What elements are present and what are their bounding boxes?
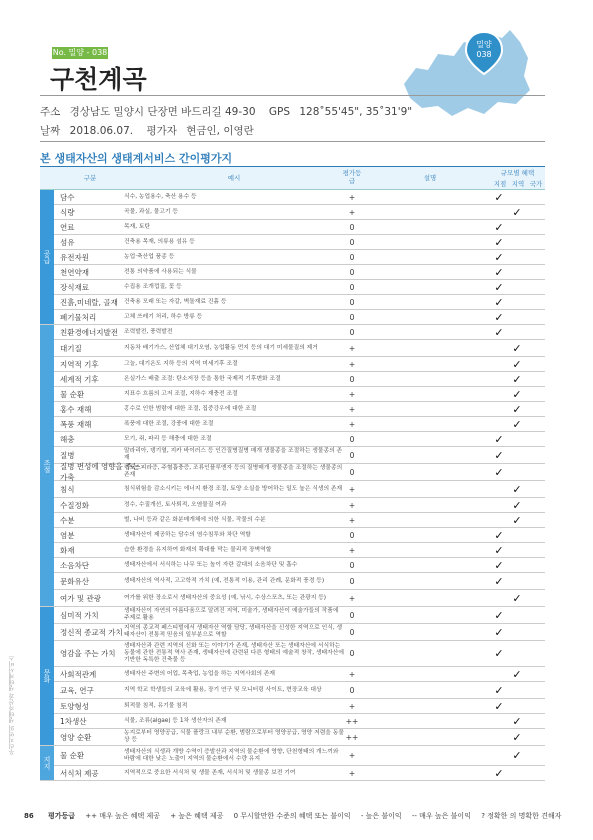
grade-value: + [348, 751, 356, 760]
service-item: 해충 [60, 434, 75, 444]
service-example: 홍수로 인한 범람에 대한 조절, 집중강우에 대한 조절 [124, 405, 257, 412]
service-example: 침식위험을 감소시키는 에너지 환경 조절, 토양 소실을 방어하는 일도 높은 식생의 존재 [124, 485, 343, 492]
table-row [40, 265, 545, 280]
service-example: 그늘, 대기온도 지하 등의 지역 미세기후 조절 [124, 360, 238, 367]
page-title: 구천계곡 [50, 65, 147, 94]
check-icon: ✓ [494, 235, 504, 249]
check-icon: ✓ [494, 265, 504, 279]
divider [40, 141, 545, 142]
table-row [40, 699, 545, 714]
tag-box: No. 밀양 - 038 [52, 48, 108, 57]
footer [24, 811, 569, 821]
service-example: 건축용 모래 또는 자갈, 벽돌재료 진흙 등 [124, 298, 227, 305]
service-example: 여가를 위한 장소로서 생태자산의 중요성 (예, 낚시, 수상스포츠, 또는 관광지 등) [124, 594, 327, 601]
grade-value: + [348, 192, 356, 202]
service-example: 식물, 조류(algae) 등 1차 생산자의 존재 [124, 717, 227, 724]
service-item: 폐기물처리 [60, 312, 97, 322]
grade-value: 0 [349, 312, 355, 322]
legend-item: ++ 매우 높은 혜택 제공 [85, 812, 161, 820]
service-item: 폭풍 재해 [60, 419, 92, 429]
check-icon: ✓ [512, 591, 522, 605]
check-icon: ✓ [494, 250, 504, 264]
service-example: 생태자산 주변의 어업, 목축업, 농업을 하는 지역사회의 존재 [124, 670, 275, 677]
table-row [40, 325, 545, 340]
service-item: 식량 [60, 207, 75, 217]
group-label: 문화 [40, 607, 54, 745]
group-label: 지지 [40, 746, 54, 780]
service-example: 생태자산이 제공하는 담수의 염수침투와 차단 역할 [124, 531, 251, 538]
service-example: 지역적으로 중요한 서식처 및 생물 존재, 서식처 및 생물종 보전 기여 [124, 769, 296, 776]
check-icon: ✓ [494, 699, 504, 713]
table-row [40, 498, 545, 513]
evaluation-table [40, 166, 545, 781]
grade-value: 0 [349, 282, 355, 292]
grade-value: + [348, 545, 356, 555]
service-item: 천연약재 [60, 267, 89, 277]
service-item: 교육, 연구 [60, 685, 94, 695]
grade-value: + [348, 419, 356, 429]
service-example: 온실가스 배출 조절: 탄소저장 등을 통한 국제적 기후변화 조절 [124, 375, 281, 382]
service-item: 홍수 재해 [60, 404, 92, 414]
grade-value: 0 [349, 327, 355, 337]
gps-value: 128˚55'45", 35˚31'9" [299, 106, 413, 118]
grade-value: 0 [349, 297, 355, 307]
check-icon: ✓ [512, 372, 522, 386]
col-group: 구분 [83, 174, 97, 182]
check-icon: ✓ [494, 647, 504, 660]
table-row [40, 235, 545, 250]
check-icon: ✓ [494, 220, 504, 234]
service-example: 목재, 토탄 [124, 223, 151, 230]
table-row [40, 682, 545, 699]
grade-value: 0 [349, 560, 355, 570]
grade-value: + [348, 500, 356, 510]
table-row [40, 481, 545, 498]
grade-value: 0 [349, 267, 355, 277]
service-example: 농업·축산업 품종 등 [124, 253, 175, 260]
table-row [40, 190, 545, 205]
evaluator-label: 평가자 [146, 125, 177, 137]
check-icon: ✓ [494, 448, 504, 462]
grade-value: + [348, 669, 356, 679]
service-item: 연료 [60, 222, 75, 232]
service-example: 지역 학교 학생들의 교육에 활용, 장기 연구 및 모니터링 사이트, 현장교육 대상 [124, 686, 322, 693]
service-item: 정신적 종교적 가치 [60, 627, 123, 637]
legend-item: - 높은 불이익 [360, 812, 402, 820]
grade-value: ++ [345, 716, 359, 726]
service-item: 화재 [60, 545, 75, 555]
service-example: 식수, 농업용수, 축산 용수 등 [124, 193, 197, 200]
grade-value: + [348, 207, 356, 217]
grade-value: 0 [349, 252, 355, 262]
table-row [40, 513, 545, 528]
table-row [40, 417, 545, 432]
service-example: 지표수 흐름의 고저 조절, 지하수 재충전 조절 [124, 390, 238, 397]
service-example: 모기, 쥐, 파리 등 해충에 대한 조절 [124, 435, 212, 442]
grade-value: + [348, 701, 356, 711]
grade-value: + [348, 515, 356, 525]
grade-value: + [348, 359, 356, 369]
service-item: 서식처 제공 [60, 768, 99, 778]
check-icon: ✓ [494, 190, 504, 204]
service-item: 수분 [60, 515, 75, 525]
check-icon: ✓ [494, 310, 504, 324]
service-item: 섬유 [60, 237, 75, 247]
table-row [40, 432, 545, 447]
table-row [40, 250, 545, 265]
table-row [40, 729, 545, 746]
service-example: 농지로부터 영양공급, 식물 플랑크 내부 순환, 범람으로부터 영양공급, 영양 저렴을 동물상 등 [124, 730, 344, 743]
address-label: 주소 [40, 106, 61, 118]
service-item: 질병 번성에 영향을 주는 가축 [60, 462, 140, 482]
check-icon: ✓ [512, 417, 522, 431]
check-icon: ✓ [512, 387, 522, 401]
col-scale-nation: 국가 [529, 180, 543, 188]
pin-label [464, 40, 504, 60]
check-icon: ✓ [512, 513, 522, 527]
service-example: 생태자산의 식생과 개방 수역이 증발산과 지역의 물순환에 영향, 단천형태의 개느끼와 바람에 대한 낮은 노출이 지역의 물순환에서 수량 유지 [124, 748, 339, 762]
grade-value: 0 [349, 685, 355, 695]
service-item: 영감을 주는 가치 [60, 649, 116, 658]
check-icon: ✓ [494, 766, 504, 780]
service-example: 퇴적물 침적, 유기물 침적 [124, 702, 188, 709]
check-icon: ✓ [494, 683, 504, 697]
service-example: 생태자산과 관련 지역의 신화 또는 이야기가 존재, 생태자산 또는 생태자산에 서식하는 동물에 관한 전통적 역사 존재, 생태자산에 관련된 다른 형태의 예술적 창작, 생태자산에 기반한 독특한 건축물 등 [124, 643, 344, 663]
service-example: 생태자산에서 서식하는 나무 또는 높이 자란 갈대의 소음차단 및 흡수 [124, 561, 298, 568]
service-item: 친환경에너지발전 [60, 327, 118, 337]
col-scale: 규모별 혜택 [500, 169, 535, 177]
service-example: 폭풍에 대한 조절, 강풍에 대한 조절 [124, 420, 214, 427]
service-item: 세계적 기후 [60, 374, 99, 384]
service-item: 사회적관계 [60, 669, 97, 679]
service-example: 곡물, 과실, 물고기 등 [124, 208, 179, 215]
table-row [40, 528, 545, 543]
service-example: 습한 환경을 유지하여 화재의 확대를 막는 물리적 장벽역할 [124, 546, 272, 553]
service-item: 유전자원 [60, 252, 89, 262]
check-icon: ✓ [494, 465, 504, 479]
service-item: 토양형성 [60, 701, 89, 711]
grade-value: 0 [349, 450, 355, 460]
col-scale-site: 지점 [493, 180, 507, 188]
grade-value: 0 [349, 467, 355, 477]
table-row [40, 667, 545, 682]
grade-value: ++ [345, 732, 359, 742]
check-icon: ✓ [512, 402, 522, 416]
grade-value: + [348, 593, 356, 603]
table-row [40, 464, 545, 481]
check-icon: ✓ [512, 714, 522, 728]
address-line [40, 104, 418, 119]
col-grade: 평가등급 [342, 169, 362, 185]
page-number: 86 [24, 812, 34, 820]
service-example: 조력발전, 풍력발전 [124, 328, 173, 335]
table-row [40, 402, 545, 417]
service-example: 말라리아, 댕기열, 지카 바이러스 등 인간질병질병 매개 생물종을 조절하는 생물종의 존재 [124, 448, 343, 461]
service-item: 소음차단 [60, 560, 89, 570]
check-icon: ✓ [494, 558, 504, 572]
pin-line-2: 038 [476, 50, 492, 59]
table-row [40, 372, 545, 387]
side-caption: 우리지역의 생태자산과 생태계서비스 [9, 655, 16, 755]
service-example: 건축용 목재, 의류용 섬유 등 [124, 238, 195, 245]
table-header [40, 166, 545, 190]
table-row [40, 714, 545, 729]
service-item: 침식 [60, 484, 75, 494]
check-icon: ✓ [494, 625, 504, 639]
check-icon: ✓ [512, 482, 522, 496]
table-row [40, 766, 545, 781]
check-icon: ✓ [512, 498, 522, 512]
service-item: 물 순환 [60, 751, 85, 760]
grade-value: 0 [349, 576, 355, 586]
table-body [40, 190, 545, 781]
date-value: 2018.06.07. [69, 125, 134, 137]
table-row [40, 746, 545, 766]
table-row [40, 641, 545, 667]
col-desc: 설명 [423, 174, 437, 182]
service-item: 지역적 기후 [60, 359, 99, 369]
grade-value: 0 [349, 237, 355, 247]
col-scale-region: 지역 [511, 180, 525, 188]
grade-value: 0 [349, 434, 355, 444]
check-icon: ✓ [494, 280, 504, 294]
table-row [40, 573, 545, 590]
service-item: 1차생산 [60, 716, 87, 726]
service-example: 고체 쓰레기 처리, 하수 방류 등 [124, 313, 203, 320]
gps-label: GPS [268, 106, 290, 118]
service-example: 정수, 수질개선, 토사퇴적, 오염물질 여과 [124, 501, 227, 508]
table-row [40, 590, 545, 607]
service-example: 렙토스피라증, 주혈흡충증, 조류인플루엔자 등의 질병매개 생물종을 조절하는 생물종의 존재 [124, 465, 343, 478]
check-icon: ✓ [494, 528, 504, 542]
service-item: 담수 [60, 192, 75, 202]
service-item: 대기질 [60, 343, 82, 353]
check-icon: ✓ [494, 432, 504, 446]
grade-value: + [348, 404, 356, 414]
service-item: 여가 및 관광 [60, 593, 101, 603]
service-example: 생태자산이 자연의 아름다움으로 알려진 지역, 미술가, 생태자산이 예술가들의 작품에 주제로 활용 [124, 608, 339, 621]
legend-item: + 높은 혜택 제공 [170, 812, 224, 820]
check-icon: ✓ [512, 730, 522, 744]
service-item: 수질정화 [60, 500, 89, 510]
pin-line-1: 밀양 [476, 40, 492, 49]
service-example: 생태자산의 역사적, 고고학적 가치 (예, 전통적 이용, 관리 관례, 문화적 풍경 등) [124, 577, 325, 584]
evaluator-value: 현금인, 이영란 [186, 125, 254, 137]
address-value: 경상남도 밀양시 단장면 바드리길 49-30 [69, 106, 256, 118]
service-item: 질병 [60, 450, 75, 460]
grade-value: + [348, 343, 356, 353]
date-label: 날짜 [40, 125, 61, 137]
service-example: 벌, 나비 등과 같은 화분매개체에 의한 식물, 작물의 수분 [124, 516, 266, 523]
service-item: 장식재료 [60, 282, 89, 292]
service-example: 지동차 배기가스, 산업체 대기오염, 농업활동 먼지 등의 대기 미세물질의 제거 [124, 344, 318, 351]
group-label: 공급 [40, 190, 54, 324]
grade-value: 0 [349, 374, 355, 384]
grade-value: 0 [349, 222, 355, 232]
table-row [40, 558, 545, 573]
service-item: 문화유산 [60, 576, 89, 586]
grade-value: 0 [349, 649, 355, 658]
check-icon: ✓ [512, 341, 522, 355]
table-row [40, 280, 545, 295]
table-row [40, 295, 545, 310]
table-row [40, 220, 545, 235]
legend-label: 평가등급 [47, 812, 76, 820]
legend-item: -- 매우 높은 불이익 [411, 812, 471, 820]
table-row [40, 624, 545, 641]
check-icon: ✓ [494, 574, 504, 588]
grade-value: 0 [349, 530, 355, 540]
service-item: 염분 [60, 530, 75, 540]
service-example: 전통 의약품에 사용되는 식물 [124, 268, 197, 275]
check-icon: ✓ [494, 325, 504, 339]
table-row [40, 543, 545, 558]
group-label: 조절 [40, 325, 54, 606]
table-row [40, 340, 545, 357]
table-row [40, 357, 545, 372]
date-line [40, 123, 260, 138]
table-row [40, 205, 545, 220]
check-icon: ✓ [512, 667, 522, 681]
table-row [40, 310, 545, 325]
divider [40, 95, 545, 96]
service-item: 심미적 가치 [60, 610, 99, 620]
check-icon: ✓ [512, 357, 522, 371]
grade-value: + [348, 768, 356, 778]
grade-value: + [348, 389, 356, 399]
check-icon: ✓ [494, 543, 504, 557]
check-icon: ✓ [494, 608, 504, 622]
service-item: 영양 순환 [60, 732, 92, 742]
service-example: 지역의 종교적 페스티벌에서 생태자산 역할 담당, 생태자산을 신성한 지역으로 인식, 생태자산이 전통적 믿음의 일부분으로 역할 [124, 625, 343, 638]
service-item: 물 순환 [60, 389, 85, 399]
service-item: 진흙,미네랄, 골재 [60, 297, 118, 307]
legend-item: 0 무시할만한 수준의 혜택 또는 불이익 [233, 812, 351, 820]
table-row [40, 607, 545, 624]
section-title: 본 생태자산의 생태계서비스 간이평가지 [40, 152, 233, 165]
table-row [40, 387, 545, 402]
check-icon: ✓ [512, 205, 522, 219]
check-icon: ✓ [494, 295, 504, 309]
grade-value: + [348, 484, 356, 494]
grade-value: 0 [349, 610, 355, 620]
check-icon: ✓ [512, 749, 522, 762]
service-example: 수집용 조개껍질, 꽃 등 [124, 283, 182, 290]
col-example: 예시 [227, 174, 241, 182]
legend-item: ? 정확한 의 명확한 견해자 [481, 812, 562, 820]
grade-value: 0 [349, 627, 355, 637]
